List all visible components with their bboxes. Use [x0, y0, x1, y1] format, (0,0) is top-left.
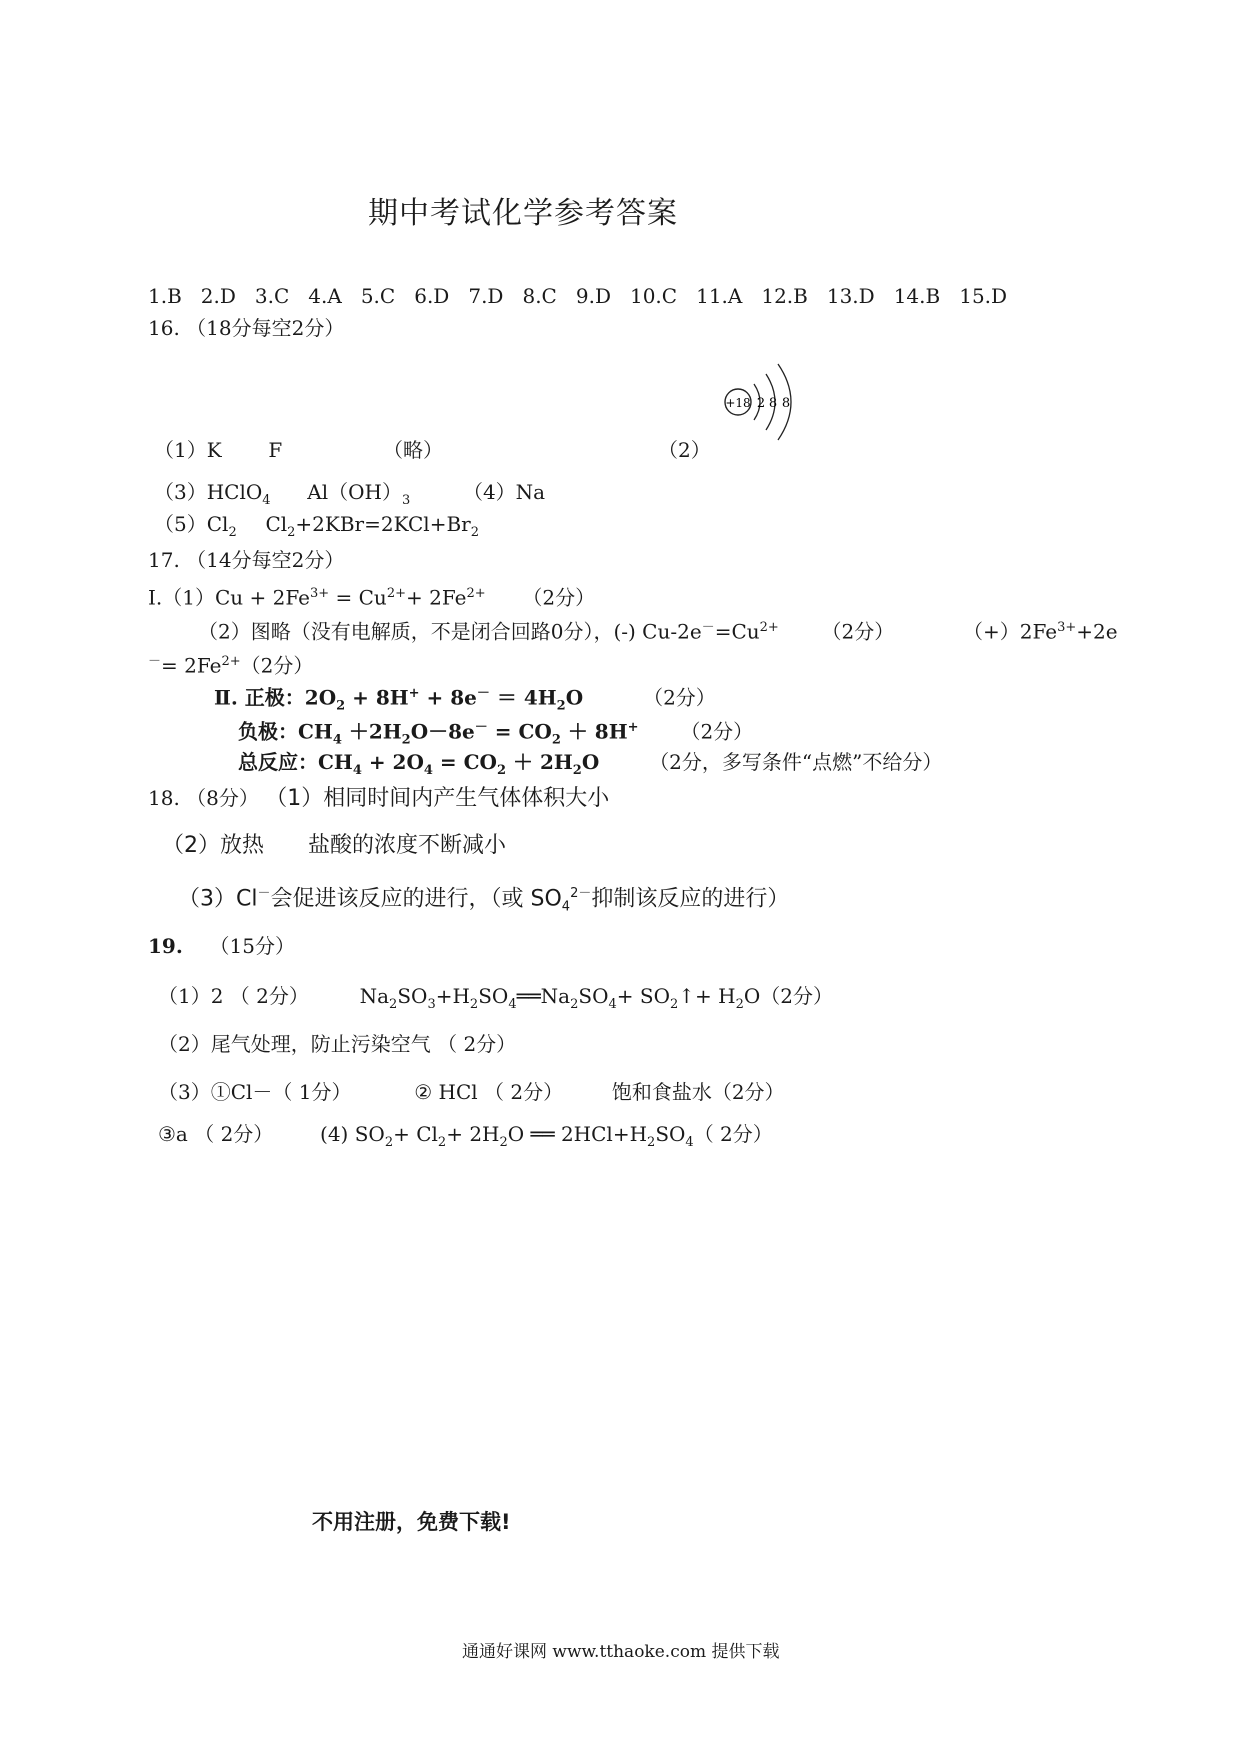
q17-ii-neg-label: 负极：	[238, 719, 298, 744]
choice-answer: 5.C	[360, 284, 396, 308]
q17-ii-pos-c: + 8e	[419, 685, 477, 710]
q19-header-num: 19.	[148, 934, 183, 958]
q19-p1-a: （1）2 （ 2分）	[158, 984, 309, 1008]
q17-i2-e: = 2Fe	[161, 653, 222, 678]
q17-ii-pos-b: + 8H	[345, 685, 409, 710]
q19-p4-b: (4) SO	[320, 1122, 385, 1146]
q16-p5-b: Cl	[265, 512, 288, 536]
shell-count-2: 8	[768, 396, 778, 411]
q18-line1	[148, 786, 609, 811]
q19-p3	[158, 1080, 785, 1104]
footer-source: 通通好课网 www.tthaoke.com 提供下载	[462, 1642, 780, 1662]
q16-p1-f: F	[268, 438, 283, 462]
q17-i2-score: （2分）	[821, 619, 895, 644]
q17-ii-pos-label: Ⅱ. 正极：	[214, 685, 305, 710]
q19-p1-eq-f: SO	[578, 984, 609, 1008]
q19-p4-e: O ══ 2HCl+H	[507, 1122, 648, 1146]
q17-i2-b: =Cu	[714, 619, 760, 644]
q17-ii-neg-c: O－8e	[410, 719, 475, 744]
atom-structure-diagram	[708, 352, 828, 452]
q16-part1	[154, 438, 443, 462]
choice-answer: 6.D	[414, 284, 450, 308]
q17-ii-neg-e: ＋ 8H	[560, 719, 628, 744]
q17-ii-neg-a: CH	[298, 719, 333, 744]
q19-p4-g: （ 2分）	[693, 1122, 773, 1146]
q19-p1-eq-g: + SO	[616, 984, 670, 1008]
q19-p1-eq-e: ══Na	[516, 984, 571, 1008]
q17-ii-neg-score: （2分）	[680, 719, 754, 744]
choice-answer: 13.D	[826, 284, 875, 308]
q18-p3-a: （3）Cl	[178, 886, 258, 912]
q17-i2-a: （2）图略（没有电解质，不是闭合回路0分），(-) Cu-2e	[198, 619, 702, 644]
q16-p5-c: +2KBr=2KCl+Br	[295, 512, 471, 536]
q17-ii-pos-score: （2分）	[643, 685, 716, 710]
q17-i2-cont: $^-= 2Fe^{2+}(2$分）	[148, 653, 314, 678]
q17-ii-neg-b: ＋2H	[341, 719, 402, 744]
q19-p3-b: ② HCl （ 2分）	[414, 1080, 564, 1104]
q17-i1-c: + 2Fe	[405, 585, 467, 610]
q17-ii-pos-d: ＝ 4H	[489, 685, 557, 710]
choice-answer: 14.B	[893, 284, 941, 308]
q19-p4-d: + 2H	[446, 1122, 500, 1146]
q17-ii-negative: 负极：$CH_4 +2H_2O-8e^- = CO_2 + 8H^+$ （2分）	[238, 719, 754, 748]
q17-header: 17. （14分每空2分）	[148, 548, 345, 572]
choice-answer: 1.B	[148, 284, 182, 308]
choice-answers	[148, 284, 1026, 308]
q18-p3-b: 会促进该反应的进行，（或 SO	[270, 886, 562, 912]
q16-p3: （3）HClO	[154, 480, 263, 504]
q19-p3-a: （3）①Cl－（ 1分）	[158, 1080, 352, 1104]
q19-p2: （2）尾气处理，防止污染空气 （ 2分）	[158, 1032, 517, 1056]
footer-note: 不用注册，免费下载!	[312, 1510, 511, 1534]
choice-answer: 10.C	[629, 284, 678, 308]
q18-p3-c: 抑制该反应的进行）	[591, 886, 790, 912]
choice-answer: 15.D	[959, 284, 1008, 308]
q17-ii-tot-label: 总反应：	[238, 750, 318, 774]
page-title: 期中考试化学参考答案	[368, 196, 678, 231]
choice-answer: 12.B	[761, 284, 808, 308]
q16-p5-a: （5）Cl	[154, 512, 229, 536]
q17-i1-a: Ⅰ.（1）Cu + 2Fe	[148, 585, 310, 610]
q18-line2	[162, 834, 506, 858]
q17-i2: （2）图略（没有电解质，不是闭合回路0分），(-) $Cu-2e^-=Cu^{2+}$ （2分） $(+)2Fe^{3+}+2e$	[198, 619, 1118, 644]
q17-ii-tot-c: = CO	[432, 750, 497, 774]
q19-p1-eq-b: SO	[397, 984, 428, 1008]
q18-header: 18. （8分）	[148, 786, 259, 810]
q19-p4-c: + Cl	[393, 1122, 438, 1146]
q19-p1: （1）2 （ 2分） $Na_2SO_3+H_2SO_4══Na_2SO_4+$ $SO_2↑+ H_2O(2$分）	[158, 984, 834, 1012]
choice-answer: 9.D	[575, 284, 611, 308]
q18-p2-b: 盐酸的浓度不断减小	[308, 833, 507, 858]
q17-ii-tot-e: O	[581, 750, 600, 774]
q16-p1-note: （略）	[383, 438, 443, 462]
q17-ii-pos-e: O	[565, 685, 584, 710]
q19-p4-f: SO	[655, 1122, 686, 1146]
shell-count-1: 2	[756, 396, 766, 411]
q17-i1-b: = Cu	[329, 585, 387, 610]
q17-ii-tot-d: ＋ 2H	[506, 750, 573, 774]
q16-part5: $(5)Cl_2$ $Cl_2+2KBr=2KCl+Br_2$	[154, 512, 479, 540]
q17-i2-c: （+）2Fe	[962, 619, 1058, 644]
q19-header-score: （15分）	[209, 934, 295, 958]
q19-p4-a: ③a （ 2分）	[158, 1122, 274, 1146]
q19-p1-eq-c: +H	[435, 984, 470, 1008]
q19-p1-eq-a: Na	[359, 984, 390, 1008]
q17-ii-tot-b: + 2O	[361, 750, 424, 774]
q17-ii-positive: Ⅱ. 正极：$2O_2 + 8H^+ + 8e^- = 4H_2O$ （2分）	[214, 685, 716, 714]
choice-answer: 4.A	[308, 284, 342, 308]
shell-count-3: 8	[781, 396, 791, 411]
q17-i1-score: （2分）	[522, 585, 596, 610]
q16-part2-label: （2）	[658, 438, 711, 462]
q17-ii-neg-d: = CO	[487, 719, 552, 744]
q17-ii-pos-a: 2O	[304, 685, 337, 710]
q18-p1: （1）相同时间内产生气体体积大小	[265, 786, 610, 811]
q16-part3-4: （3）HClO$_4$ $Al(OH)_3$ （4）Na	[154, 480, 546, 508]
q16-p3-al: Al（OH）	[307, 480, 402, 504]
q17-ii-total: 总反应：$CH_4 + 2O_4 = CO_2 + 2H_2O$ （2分，多写条件“点燃”不给分）	[238, 750, 943, 778]
q19-p4: ③a （ 2分） (4) $SO_2+ Cl_2+ 2H_2O$ ══ $2HCl+H_2SO_4$（ 2分）	[158, 1122, 773, 1150]
q17-ii-tot-a: CH	[318, 750, 353, 774]
q18-line3: （3）Cl－会促进该反应的进行，（或 $SO_4^{2-}$抑制该反应的进行）	[178, 886, 790, 915]
choice-answer: 2.D	[200, 284, 236, 308]
q19-p3-c: 饱和食盐水（2分）	[611, 1080, 785, 1104]
q19-header	[148, 934, 295, 958]
q16-header: 16. （18分每空2分）	[148, 316, 345, 340]
choice-answer: 8.C	[522, 284, 557, 308]
q19-p1-eq-i: O（2分）	[743, 984, 834, 1008]
q17-ii-tot-score: （2分，多写条件“点燃”不给分）	[649, 750, 943, 774]
choice-answer: 11.A	[696, 284, 743, 308]
q19-p1-eq-d: SO	[478, 984, 509, 1008]
q17-i1: Ⅰ.（1）Cu + $2Fe^{3+} = Cu^{2+}+ 2Fe^{2+}$ （2分）	[148, 585, 596, 610]
q16-p4: （4）Na	[462, 480, 546, 504]
q18-p2-a: （2）放热	[162, 833, 264, 858]
choice-answer: 7.D	[468, 284, 504, 308]
q17-i2-score2: （2分）	[240, 653, 314, 678]
q16-p1-label: （1）K	[154, 438, 222, 462]
q17-i2-d: +2e	[1076, 619, 1118, 644]
nucleus-charge: +18	[725, 396, 751, 410]
q19-p1-eq-h: ↑+ H	[678, 984, 736, 1008]
choice-answer: 3.C	[254, 284, 290, 308]
